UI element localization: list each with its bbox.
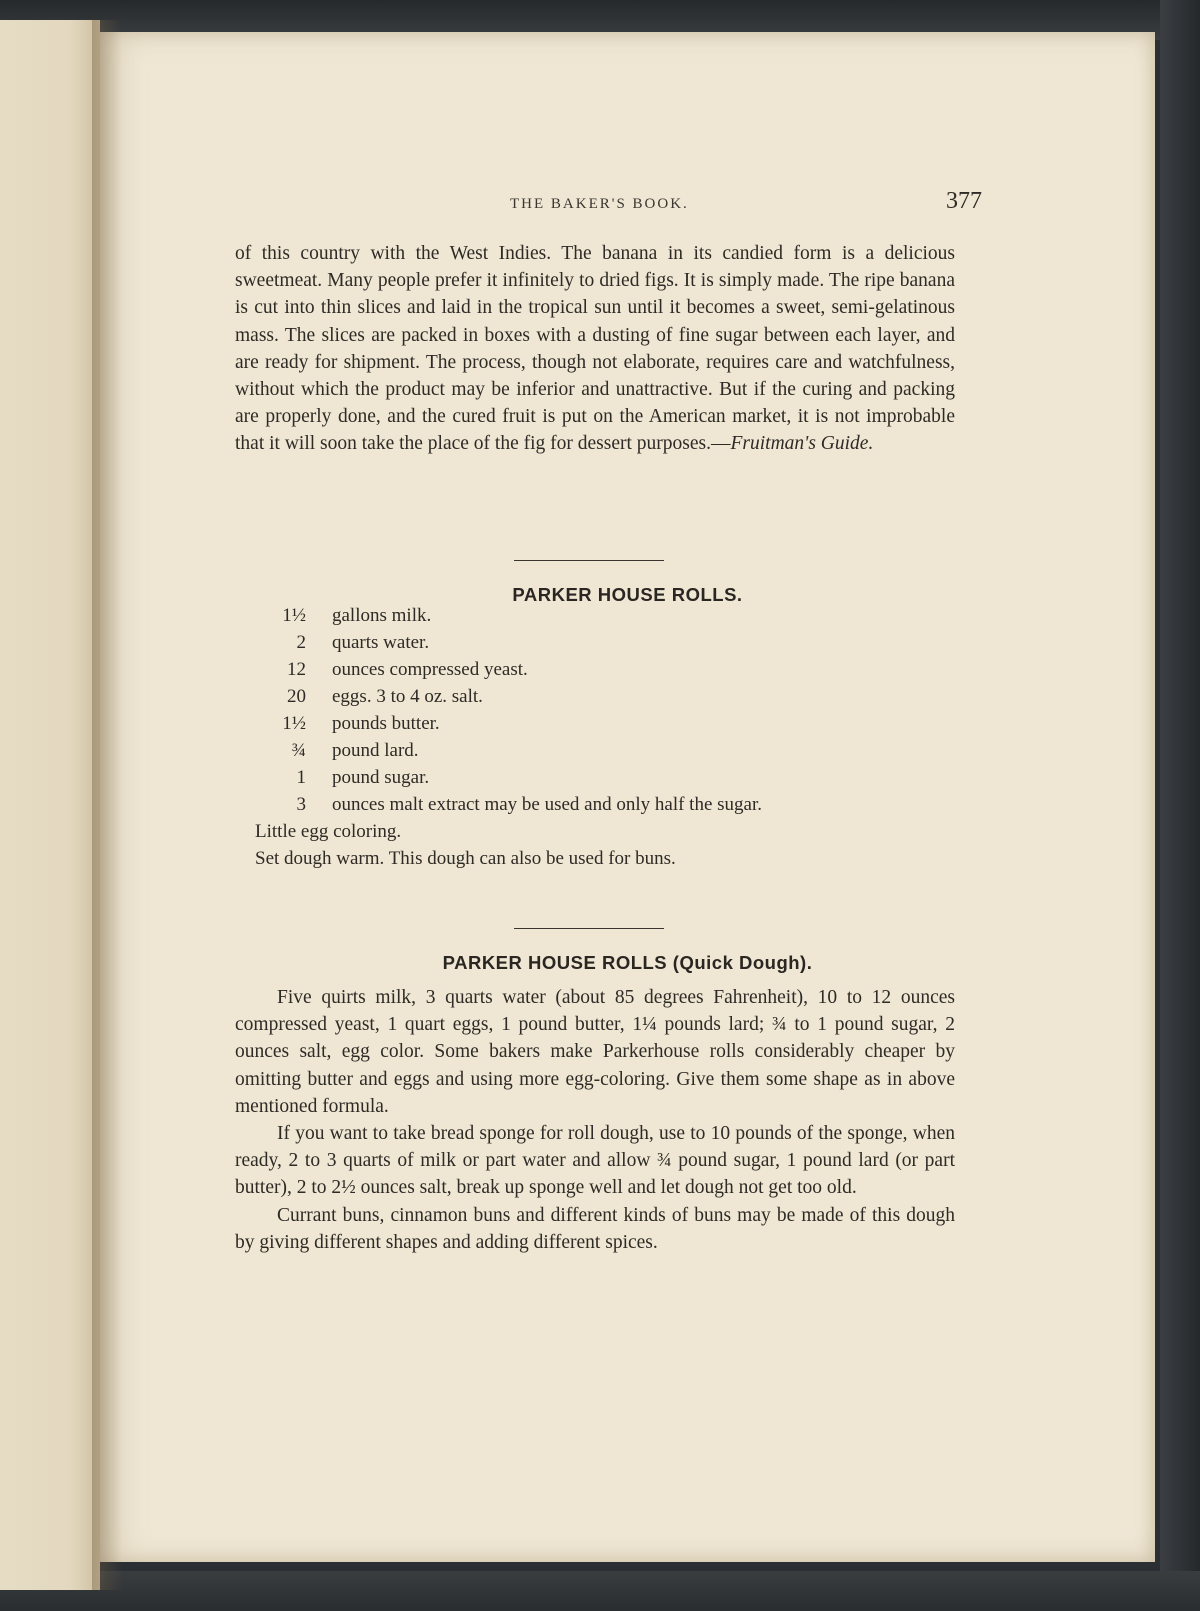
- section-divider: [514, 928, 664, 929]
- ingredient-qty: ¾: [291, 740, 306, 761]
- recipe2-title: PARKER HOUSE ROLLS (Quick Dough).: [442, 952, 813, 973]
- ingredient-row: [262, 656, 962, 683]
- ingredient-qty: 2: [296, 632, 306, 653]
- page-header: [100, 184, 1155, 224]
- ingredient-desc: pound lard.: [332, 740, 419, 761]
- intro-text: of this country with the West Indies. The banana in its candied form is a delicious sweetmeat. Many people prefer it infinitely to dried figs. It is simply made. The ripe banana is cut into thin slices and laid in the tropical sun until it becomes a sweet, semi-gelatinous mass. The slices are packed in boxes with a dusting of fine sugar between each layer, and are ready for shipment. The process, though not elaborate, requires care and watchfulness, without which the product may be inferior and unattractive. But if the curing and packing are properly done, and the cured fruit is put on the American market, it is not improbable that it will soon take the place of the fig for dessert purposes.—: [235, 243, 955, 455]
- book-page: [100, 32, 1155, 1562]
- ingredient-row: [262, 683, 962, 710]
- spine-shadow: [92, 20, 122, 1590]
- recipe2-body: [235, 984, 955, 1256]
- intro-paragraph: [235, 240, 955, 458]
- ingredient-qty: 1½: [282, 605, 306, 626]
- ingredient-desc: quarts water.: [332, 632, 430, 653]
- recipe1-ingredient-list: [255, 602, 962, 872]
- ingredient-qty: 3: [296, 794, 306, 815]
- ingredient-qty: 20: [287, 686, 306, 707]
- ingredient-desc: eggs. 3 to 4 oz. salt.: [332, 686, 483, 707]
- book-cover-bottom: [0, 1571, 1200, 1611]
- ingredient-desc: pound sugar.: [332, 767, 430, 788]
- ingredient-desc: ounces malt extract may be used and only half the sugar.: [332, 794, 763, 815]
- recipe2-paragraph: If you want to take bread sponge for roll dough, use to 10 pounds of the sponge, when ready, 2 to 3 quarts of milk or part water and allow ¾ pound sugar, 1 pound lard (or part butter), 2 to 2½ ounces salt, break up sponge well and let dough not get too old.: [235, 1123, 955, 1199]
- ingredient-desc: gallons milk.: [332, 605, 432, 626]
- recipe2-paragraph: Five quirts milk, 3 quarts water (about 85 degrees Fahrenheit), 10 to 12 ounces compressed yeast, 1 quart eggs, 1 pound butter, 1¼ pounds lard; ¾ to 1 pound sugar, 2 ounces salt, egg color. Some bakers make Parkerhouse rolls considerably cheaper by omitting butter and eggs and using more egg-coloring. Give them some shape as in above mentioned formula.: [235, 987, 955, 1117]
- ingredient-row: [262, 791, 962, 818]
- previous-page-edge: [0, 20, 100, 1590]
- recipe1-title: PARKER HOUSE ROLLS.: [512, 584, 743, 605]
- ingredient-qty: 12: [287, 659, 306, 680]
- ingredient-row: [262, 764, 962, 791]
- recipe1-note: Set dough warm. This dough can also be used for buns.: [255, 848, 676, 869]
- recipe2-paragraph: Currant buns, cinnamon buns and different kinds of buns may be made of this dough by giving different shapes and adding different spices.: [235, 1204, 955, 1253]
- ingredient-desc: pounds butter.: [332, 713, 440, 734]
- ingredient-desc: ounces compressed yeast.: [332, 659, 528, 680]
- book-cover-edge: [1160, 0, 1200, 1611]
- page-number: 377: [946, 188, 982, 214]
- ingredient-row: [262, 737, 962, 764]
- ingredient-qty: 1½: [282, 713, 306, 734]
- running-head: THE BAKER'S BOOK.: [510, 196, 689, 212]
- ingredient-row: [262, 602, 962, 629]
- intro-paragraph-block: [235, 240, 955, 458]
- ingredient-qty: 1: [296, 767, 306, 788]
- ingredient-row: [262, 710, 962, 737]
- ingredient-row: [262, 629, 962, 656]
- section-divider: [514, 560, 664, 561]
- recipe1-note: Little egg coloring.: [255, 821, 402, 842]
- intro-source: Fruitman's Guide.: [730, 433, 874, 455]
